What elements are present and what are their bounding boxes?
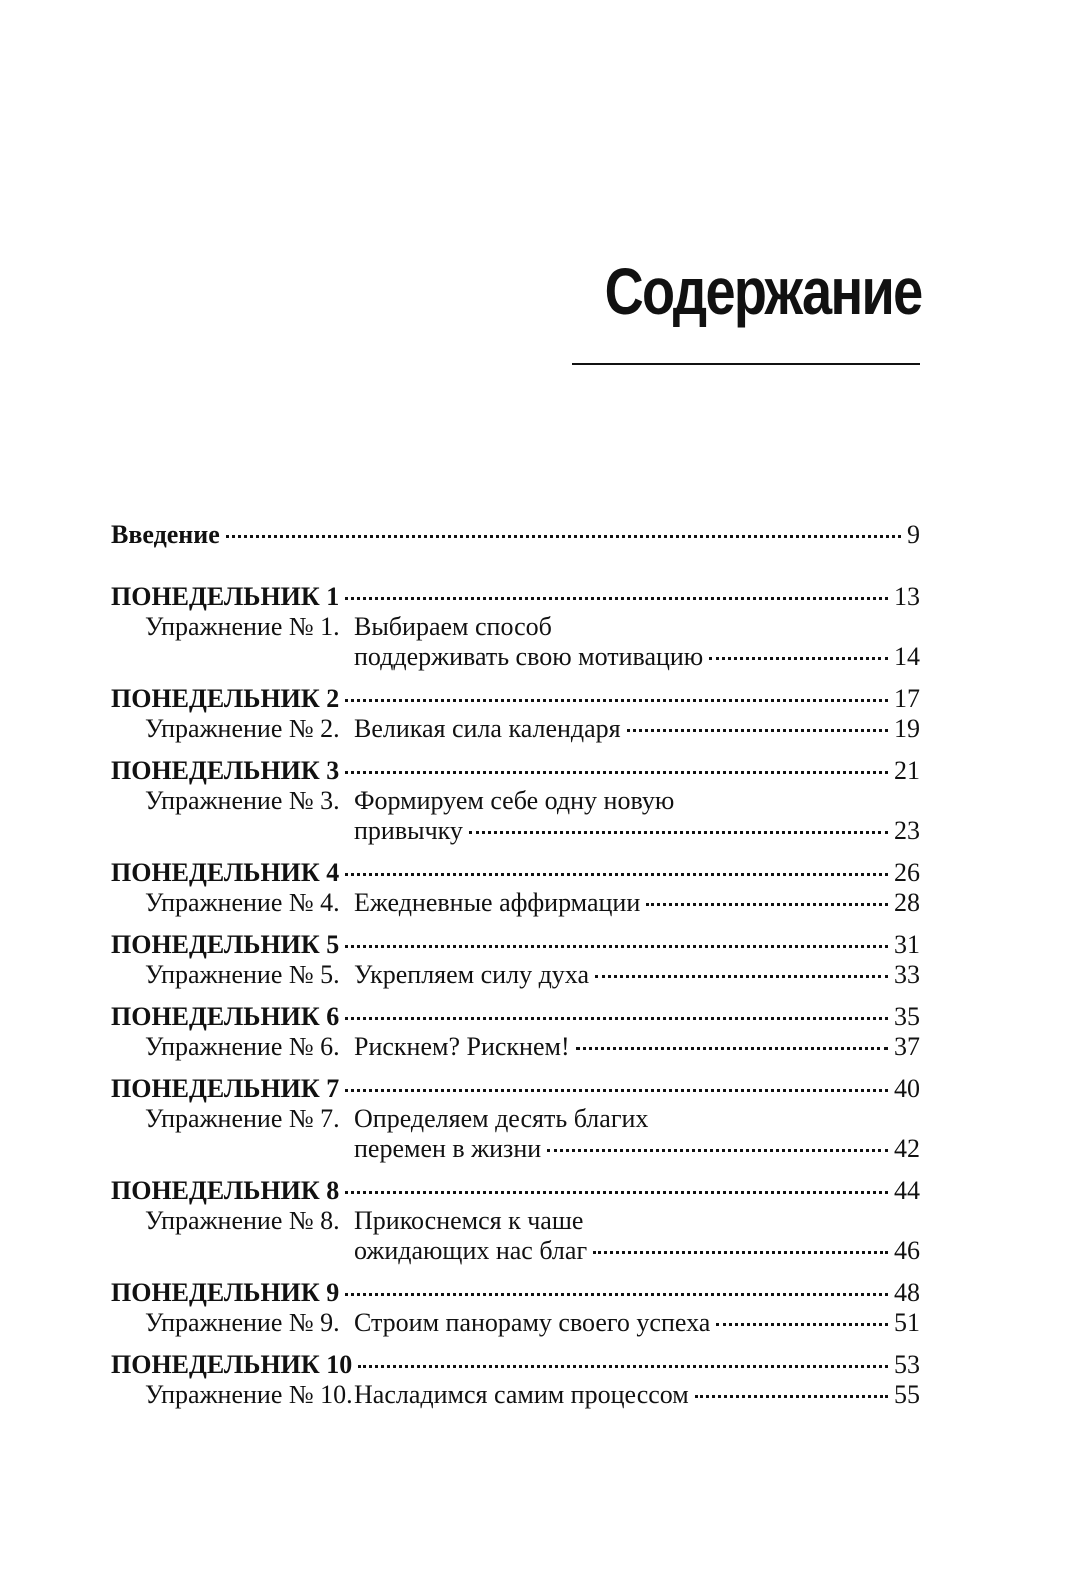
toc-entry-label: ПОНЕДЕЛЬНИК 2 [111, 684, 340, 713]
toc-entry-label: ПОНЕДЕЛЬНИК 1 [111, 582, 340, 611]
exercise-title-text: привычку [354, 816, 463, 845]
exercise-title-last-line [354, 888, 920, 918]
exercise-title-block [354, 1308, 920, 1338]
toc-page-number: 23 [894, 816, 920, 845]
exercise-title-block [354, 888, 920, 918]
dot-leader [595, 974, 888, 978]
toc-entry-monday[interactable] [111, 1074, 920, 1104]
toc-page-number: 55 [894, 1380, 920, 1409]
exercise-title-block [354, 960, 920, 990]
exercise-title-text: Строим панораму своего успеха [354, 1308, 711, 1337]
toc-entry-monday[interactable] [111, 1176, 920, 1206]
toc-page-number: 31 [894, 930, 920, 959]
toc-entry-monday[interactable] [111, 1278, 920, 1308]
exercise-title-block [354, 1206, 920, 1266]
dot-leader [593, 1250, 888, 1254]
toc-entry-label: ПОНЕДЕЛЬНИК 8 [111, 1176, 340, 1205]
dot-leader [695, 1394, 888, 1398]
toc-section [111, 1278, 920, 1338]
exercise-number: Упражнение № 6. [145, 1032, 340, 1061]
dot-leader [345, 1088, 888, 1092]
toc-entry-label: ПОНЕДЕЛЬНИК 5 [111, 930, 340, 959]
dot-leader [627, 728, 888, 732]
toc-entry-monday[interactable] [111, 756, 920, 786]
toc-page-number: 42 [894, 1134, 920, 1163]
toc-page-number: 48 [894, 1278, 920, 1307]
toc-entry-monday[interactable] [111, 582, 920, 612]
toc-entry-monday[interactable] [111, 684, 920, 714]
exercise-title-text: Насладимся самим процессом [354, 1380, 689, 1409]
exercise-title-block [354, 714, 920, 744]
toc-page-number: 35 [894, 1002, 920, 1031]
toc-page-number: 40 [894, 1074, 920, 1103]
exercise-title-line: Формируем себе одну новую [354, 786, 675, 815]
exercise-title-last-line [354, 1380, 920, 1410]
toc-section [111, 1350, 920, 1410]
exercise-number: Упражнение № 8. [145, 1206, 340, 1235]
toc-entry-exercise[interactable] [111, 960, 920, 990]
toc-entry-label: ПОНЕДЕЛЬНИК 9 [111, 1278, 340, 1307]
exercise-title-text: Рискнем? Рискнем! [354, 1032, 570, 1061]
exercise-number: Упражнение № 7. [145, 1104, 340, 1133]
toc-page-number: 28 [894, 888, 920, 917]
toc-page-number: 33 [894, 960, 920, 989]
toc-page-number: 44 [894, 1176, 920, 1205]
exercise-number: Упражнение № 10. [145, 1380, 353, 1409]
dot-leader [345, 698, 888, 702]
toc-entry-intro[interactable] [111, 520, 920, 550]
toc-section [111, 1176, 920, 1266]
toc-entry-exercise[interactable] [111, 1206, 920, 1266]
exercise-title-block [354, 1104, 920, 1164]
exercise-number: Упражнение № 3. [145, 786, 340, 815]
toc-section [111, 756, 920, 846]
exercise-title-last-line [354, 1032, 920, 1062]
toc-entry-exercise[interactable] [111, 1032, 920, 1062]
dot-leader [469, 830, 888, 834]
exercise-number: Упражнение № 9. [145, 1308, 340, 1337]
dot-leader [709, 656, 888, 660]
exercise-title-last-line [354, 960, 920, 990]
toc-page-number: 9 [907, 520, 920, 549]
toc-section [111, 1002, 920, 1062]
dot-leader [345, 1190, 888, 1194]
dot-leader [547, 1148, 888, 1152]
table-of-contents [111, 520, 920, 1422]
toc-entry-label: ПОНЕДЕЛЬНИК 7 [111, 1074, 340, 1103]
exercise-title-block [354, 612, 920, 672]
exercise-number: Упражнение № 1. [145, 612, 340, 641]
exercise-number: Упражнение № 5. [145, 960, 340, 989]
dot-leader [345, 770, 888, 774]
dot-leader [716, 1322, 888, 1326]
dot-leader [345, 1016, 888, 1020]
dot-leader [345, 596, 888, 600]
toc-entry-exercise[interactable] [111, 1380, 920, 1410]
exercise-title-text: ожидающих нас благ [354, 1236, 588, 1265]
toc-entry-exercise[interactable] [111, 1308, 920, 1338]
toc-section [111, 684, 920, 744]
dot-leader [646, 902, 888, 906]
exercise-title-last-line [354, 1308, 920, 1338]
exercise-title-last-line [354, 1236, 920, 1266]
exercise-title-text: поддерживать свою мотивацию [354, 642, 704, 671]
toc-entry-monday[interactable] [111, 1350, 920, 1380]
dot-leader [576, 1046, 888, 1050]
toc-entry-exercise[interactable] [111, 786, 920, 846]
toc-section [111, 582, 920, 672]
exercise-title-line: Выбираем способ [354, 612, 552, 641]
exercise-title-block [354, 1032, 920, 1062]
exercise-title-block [354, 1380, 920, 1410]
exercise-number: Упражнение № 4. [145, 888, 340, 917]
page-title: Содержание [604, 254, 922, 328]
title-underline [572, 363, 920, 365]
exercise-title-text: Ежедневные аффирмации [354, 888, 641, 917]
dot-leader [345, 872, 888, 876]
exercise-title-last-line [354, 642, 920, 672]
toc-sections [111, 582, 920, 1410]
exercise-title-text: Великая сила календаря [354, 714, 621, 743]
toc-page-number: 37 [894, 1032, 920, 1061]
toc-page-number: 51 [894, 1308, 920, 1337]
toc-entry-label: ПОНЕДЕЛЬНИК 6 [111, 1002, 340, 1031]
toc-entry-exercise[interactable] [111, 888, 920, 918]
toc-page-number: 14 [894, 642, 920, 671]
exercise-number: Упражнение № 2. [145, 714, 340, 743]
toc-page-number: 19 [894, 714, 920, 743]
toc-page-number: 26 [894, 858, 920, 887]
exercise-title-last-line [354, 714, 920, 744]
exercise-title-line: Прикоснемся к чаше [354, 1206, 584, 1235]
toc-entry-label: ПОНЕДЕЛЬНИК 3 [111, 756, 340, 785]
exercise-title-line: Определяем десять благих [354, 1104, 649, 1133]
toc-page-number: 21 [894, 756, 920, 785]
toc-page-number: 17 [894, 684, 920, 713]
exercise-title-block [354, 786, 920, 846]
toc-section [111, 1074, 920, 1164]
toc-page-number: 13 [894, 582, 920, 611]
toc-entry-exercise[interactable] [111, 714, 920, 744]
toc-entry-exercise[interactable] [111, 612, 920, 672]
toc-section [111, 858, 920, 918]
toc-entry-monday[interactable] [111, 1002, 920, 1032]
dot-leader [345, 944, 888, 948]
toc-page-number: 53 [894, 1350, 920, 1379]
toc-page-number: 46 [894, 1236, 920, 1265]
dot-leader [345, 1292, 888, 1296]
toc-entry-monday[interactable] [111, 930, 920, 960]
exercise-title-last-line [354, 816, 920, 846]
toc-section [111, 930, 920, 990]
exercise-title-text: перемен в жизни [354, 1134, 542, 1163]
toc-entry-label: ПОНЕДЕЛЬНИК 4 [111, 858, 340, 887]
toc-entry-label: Введение [111, 520, 220, 549]
dot-leader [226, 534, 901, 538]
dot-leader [358, 1364, 888, 1368]
exercise-title-text: Укрепляем силу духа [354, 960, 589, 989]
exercise-title-last-line [354, 1134, 920, 1164]
toc-entry-label: ПОНЕДЕЛЬНИК 10 [111, 1350, 353, 1379]
toc-entry-exercise[interactable] [111, 1104, 920, 1164]
toc-entry-monday[interactable] [111, 858, 920, 888]
